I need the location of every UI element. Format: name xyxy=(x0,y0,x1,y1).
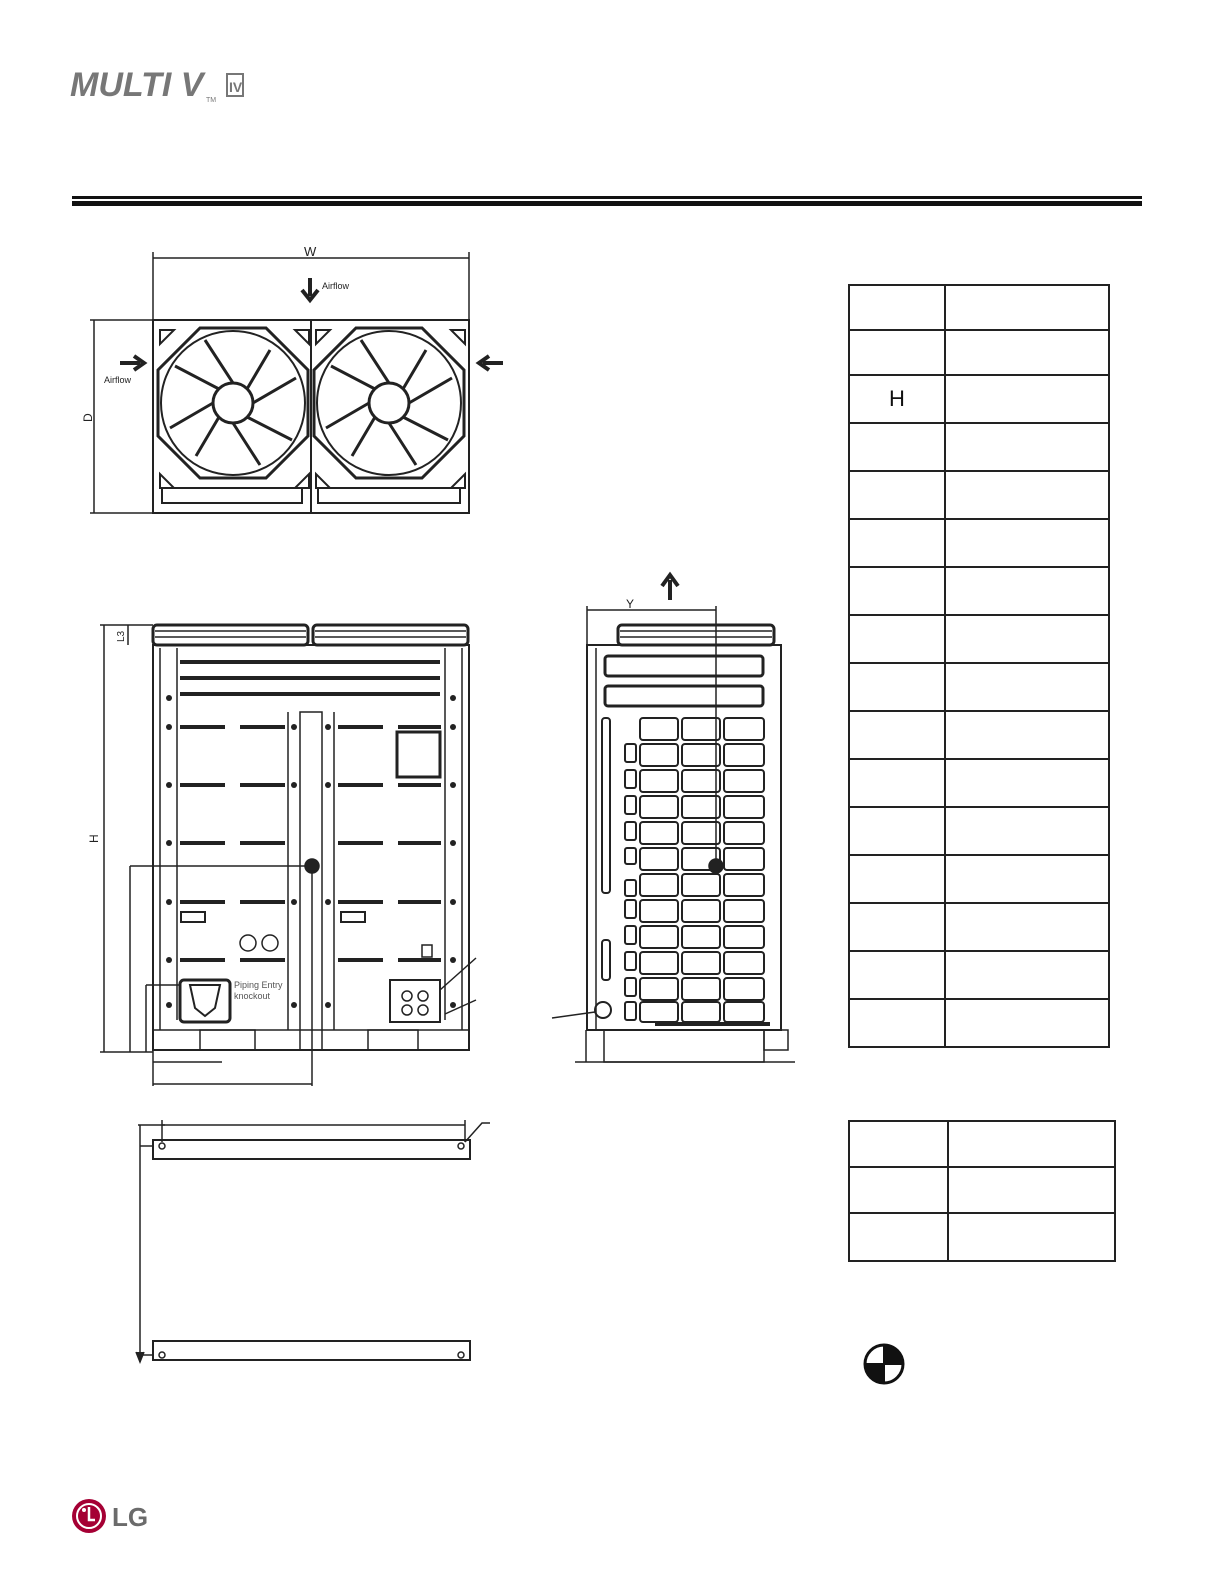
table-row xyxy=(849,807,1109,855)
table-cell-label xyxy=(849,330,945,375)
table-cell-value xyxy=(945,375,1109,423)
fan-left xyxy=(158,328,308,478)
table-cell-label xyxy=(849,615,945,663)
table-cell-value xyxy=(945,615,1109,663)
table-cell-value xyxy=(948,1213,1115,1261)
table-cell-value xyxy=(948,1121,1115,1167)
piping-note-line1: Piping Entry xyxy=(234,980,283,990)
table-cell-value xyxy=(945,285,1109,330)
table-cell-label xyxy=(849,759,945,807)
top-view-drawing xyxy=(81,244,503,513)
dim-y-label: Y xyxy=(626,597,635,611)
table-cell-label xyxy=(849,951,945,999)
table-cell-label xyxy=(849,999,945,1047)
piping-note-line2: knockout xyxy=(234,991,271,1001)
table-cell-label xyxy=(849,519,945,567)
table-row xyxy=(849,375,1109,423)
table-cell-value xyxy=(945,711,1109,759)
dim-d-label: D xyxy=(81,413,95,422)
center-of-gravity-icon xyxy=(862,1342,906,1386)
logo-tm: TM xyxy=(206,97,217,104)
side-view-drawing xyxy=(552,575,795,1062)
table-cell-value xyxy=(945,759,1109,807)
table-cell-label xyxy=(849,903,945,951)
table-cell-value xyxy=(945,807,1109,855)
table-cell-label xyxy=(849,567,945,615)
table-cell-label xyxy=(849,711,945,759)
table-row xyxy=(849,663,1109,711)
table-cell-value xyxy=(945,330,1109,375)
logo-roman: IV xyxy=(229,79,243,95)
table-row xyxy=(849,285,1109,330)
lg-logo xyxy=(70,1496,180,1536)
table-row xyxy=(849,1167,1115,1213)
table-row xyxy=(849,1121,1115,1167)
table-row xyxy=(849,471,1109,519)
dimension-spec-table xyxy=(848,284,1110,1048)
airflow-left-label: Airflow xyxy=(104,375,132,385)
table-cell-label xyxy=(849,1121,948,1167)
secondary-table xyxy=(848,1120,1116,1262)
table-cell-value xyxy=(945,519,1109,567)
table-cell-label xyxy=(849,663,945,711)
table-cell-value xyxy=(945,999,1109,1047)
table-cell-label xyxy=(849,1167,948,1213)
table-row xyxy=(849,423,1109,471)
table-row xyxy=(849,951,1109,999)
table-cell-label: H xyxy=(849,375,945,423)
dim-l3-label: L3 xyxy=(116,630,127,642)
table-row xyxy=(849,567,1109,615)
table-cell-value xyxy=(945,663,1109,711)
fan-right xyxy=(314,328,464,478)
side-panel-grid xyxy=(625,718,764,1022)
table-cell-label xyxy=(849,1213,948,1261)
table-cell-label xyxy=(849,285,945,330)
table-row xyxy=(849,711,1109,759)
table-cell-value xyxy=(945,567,1109,615)
logo-text: MULTI V xyxy=(70,66,204,104)
table-row xyxy=(849,615,1109,663)
table-cell-value xyxy=(948,1167,1115,1213)
table-cell-label xyxy=(849,807,945,855)
table-cell-label xyxy=(849,471,945,519)
table-row xyxy=(849,1213,1115,1261)
table-cell-label xyxy=(849,855,945,903)
table-row xyxy=(849,903,1109,951)
base-view-drawing xyxy=(136,1120,490,1362)
table-cell-value xyxy=(945,855,1109,903)
airflow-top-label: Airflow xyxy=(322,281,350,291)
table-row xyxy=(849,759,1109,807)
table-row xyxy=(849,855,1109,903)
table-row xyxy=(849,519,1109,567)
table-cell-value xyxy=(945,903,1109,951)
table-cell-label xyxy=(849,423,945,471)
front-view-drawing xyxy=(87,625,476,1086)
dim-w-label: W xyxy=(304,244,317,259)
table-cell-value xyxy=(945,423,1109,471)
lg-logo-text: LG xyxy=(112,1502,149,1532)
table-row xyxy=(849,330,1109,375)
table-cell-value xyxy=(945,471,1109,519)
dim-h-label: H xyxy=(87,834,101,843)
table-cell-value xyxy=(945,951,1109,999)
table-row xyxy=(849,999,1109,1047)
